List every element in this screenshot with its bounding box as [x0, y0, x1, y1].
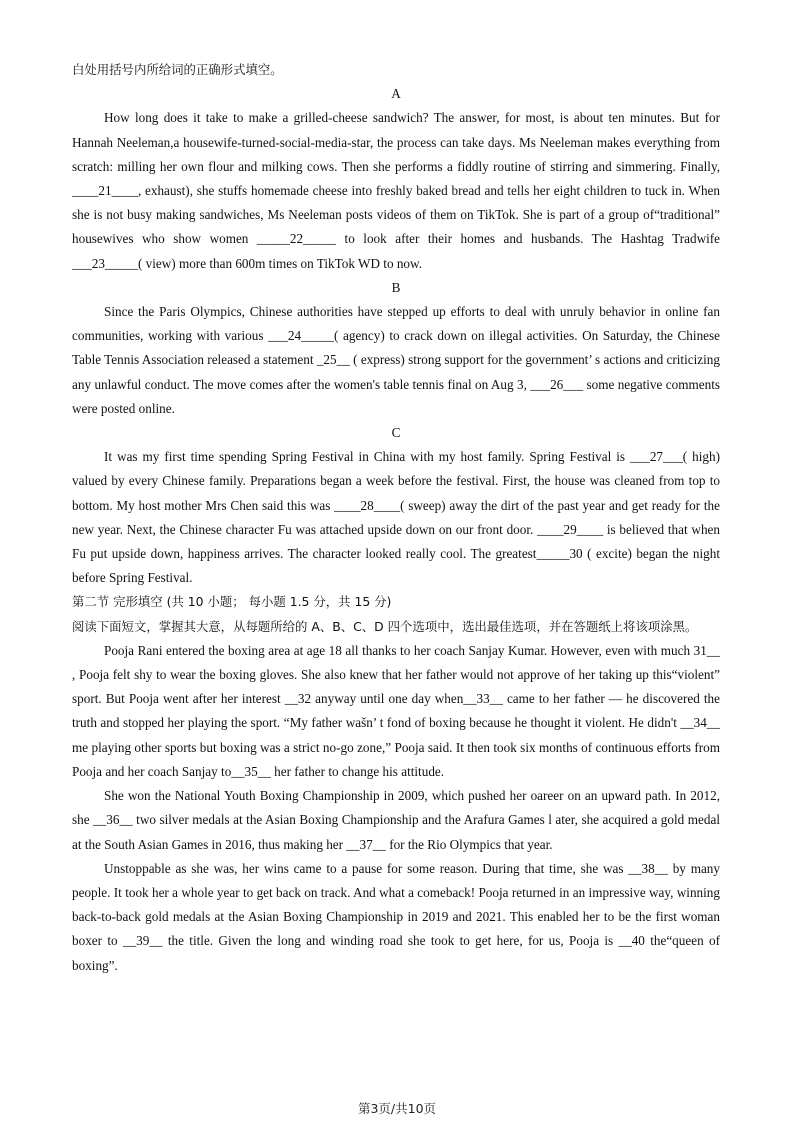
cloze-paragraph-3: Unstoppable as she was, her wins came to a pause for some reason. During that time, she was __38__ by many people. It took her a whole year to get back on track. And what a comeback! Pooja returned in an impressive way, winning back-to-back gold medals at the Asian Boxing Championship in 2019 and 2021. This enabled her to be the first woman boxer to __39__ the title. Given the long and winding road she took to get here, for us, Pooja is __40 the“queen of boxing”.	[72, 860, 720, 973]
cloze-paragraph-1: Pooja Rani entered the boxing area at age 18 all thanks to her coach Sanjay Kumar. However, even with much 31__ , Pooja felt shy to wear the boxing gloves. She also knew that her father would not approve of her taking up this“violent” sport. But Pooja went after her interest __32 anyway until one day when__33__ came to her father — he discovered the truth and stopped her playing the sport. “My father wašn’ t fond of boxing because he thought it violent. He didn't __34__ me playing other sports but boxing was a strict no-go zone,” Pooja said. It then took six months of continuous efforts from Pooja and her coach Sanjay to__35__ her father to change his attitude.	[72, 642, 720, 779]
part-two-instruction: 阅读下面短文，掌握其大意，从每题所给的 A、B、C、D 四个选项中，选出最佳选项，并在答题纸上将该项涂黑。	[72, 618, 698, 634]
section-c-label: C	[391, 425, 401, 441]
section-a-passage: How long does it take to make a grilled-cheese sandwich? The answer, for most, is about ten minutes. But for Hannah Neeleman,a housewife-turned-social-media-star, the process can take days. Ms Neeleman makes everything from scratch: milling her own flour and milking cows. Then she performs a fiddly routine of stirring and simmering. Finally, ____21____, exhaust), she stuffs homemade cheese into freshly baked bread and tells her eight children to tuck in. When she is not busy making sandwiches, Ms Neeleman posts videos of them on TikTok. She is part of a group of“traditional” housewives who show women _____22_____ to look after their homes and husbands. The Hashtag Tradwife ___23_____( view) more than 600m times on TikTok WD to now.	[72, 110, 720, 271]
section-a-label: A	[391, 86, 401, 102]
section-b-passage: Since the Paris Olympics, Chinese authorities have stepped up efforts to deal with unruly behavior in online fan communities, working with various ___24_____( agency) to crack down on illegal activities. On Saturday, the Chinese Table Tennis Association released a statement _25__ ( express) strong support for the government’ s actions and criticizing any unlawful conduct. The move comes after the women's table tennis final on Aug 3, ___26___ some negative comments were posted online.	[72, 304, 720, 416]
cloze-paragraph-2: She won the National Youth Boxing Championship in 2009, which pushed her oareer on an upward path. In 2012, she __36__ two silver medals at the Asian Boxing Championship and the Arafura Games l ater, she acquired a gold medal at the South Asian Games in 2016, thus making her __37__ for the Rio Olympics that year.	[72, 788, 720, 852]
part-two-heading: 第二节 完形填空 (共 10 小题； 每小题 1.5 分，共 15 分)	[72, 594, 392, 610]
page-number: 第3页/共10页	[357, 1101, 437, 1116]
exam-page	[72, 58, 720, 978]
section-b-label: B	[391, 279, 401, 295]
section-c-passage: It was my first time spending Spring Festival in China with my host family. Spring Festival is ___27___( high) valued by every Chinese family. Preparations began a week before the festival. First, the house was cleaned from top to bottom. My host mother Mrs Chen said this was ____28____( sweep) away the dirt of the past year and get ready for the new year. Next, the Chinese character Fu was attached upside down on our front door. ____29____ is believed that when Fu put upside down, happiness arrives. The character looked really cool. The greatest_____30 ( excite) began the night before Spring Festival.	[72, 449, 720, 586]
intro-instruction: 白处用括号内所给词的正确形式填空。	[72, 62, 283, 77]
